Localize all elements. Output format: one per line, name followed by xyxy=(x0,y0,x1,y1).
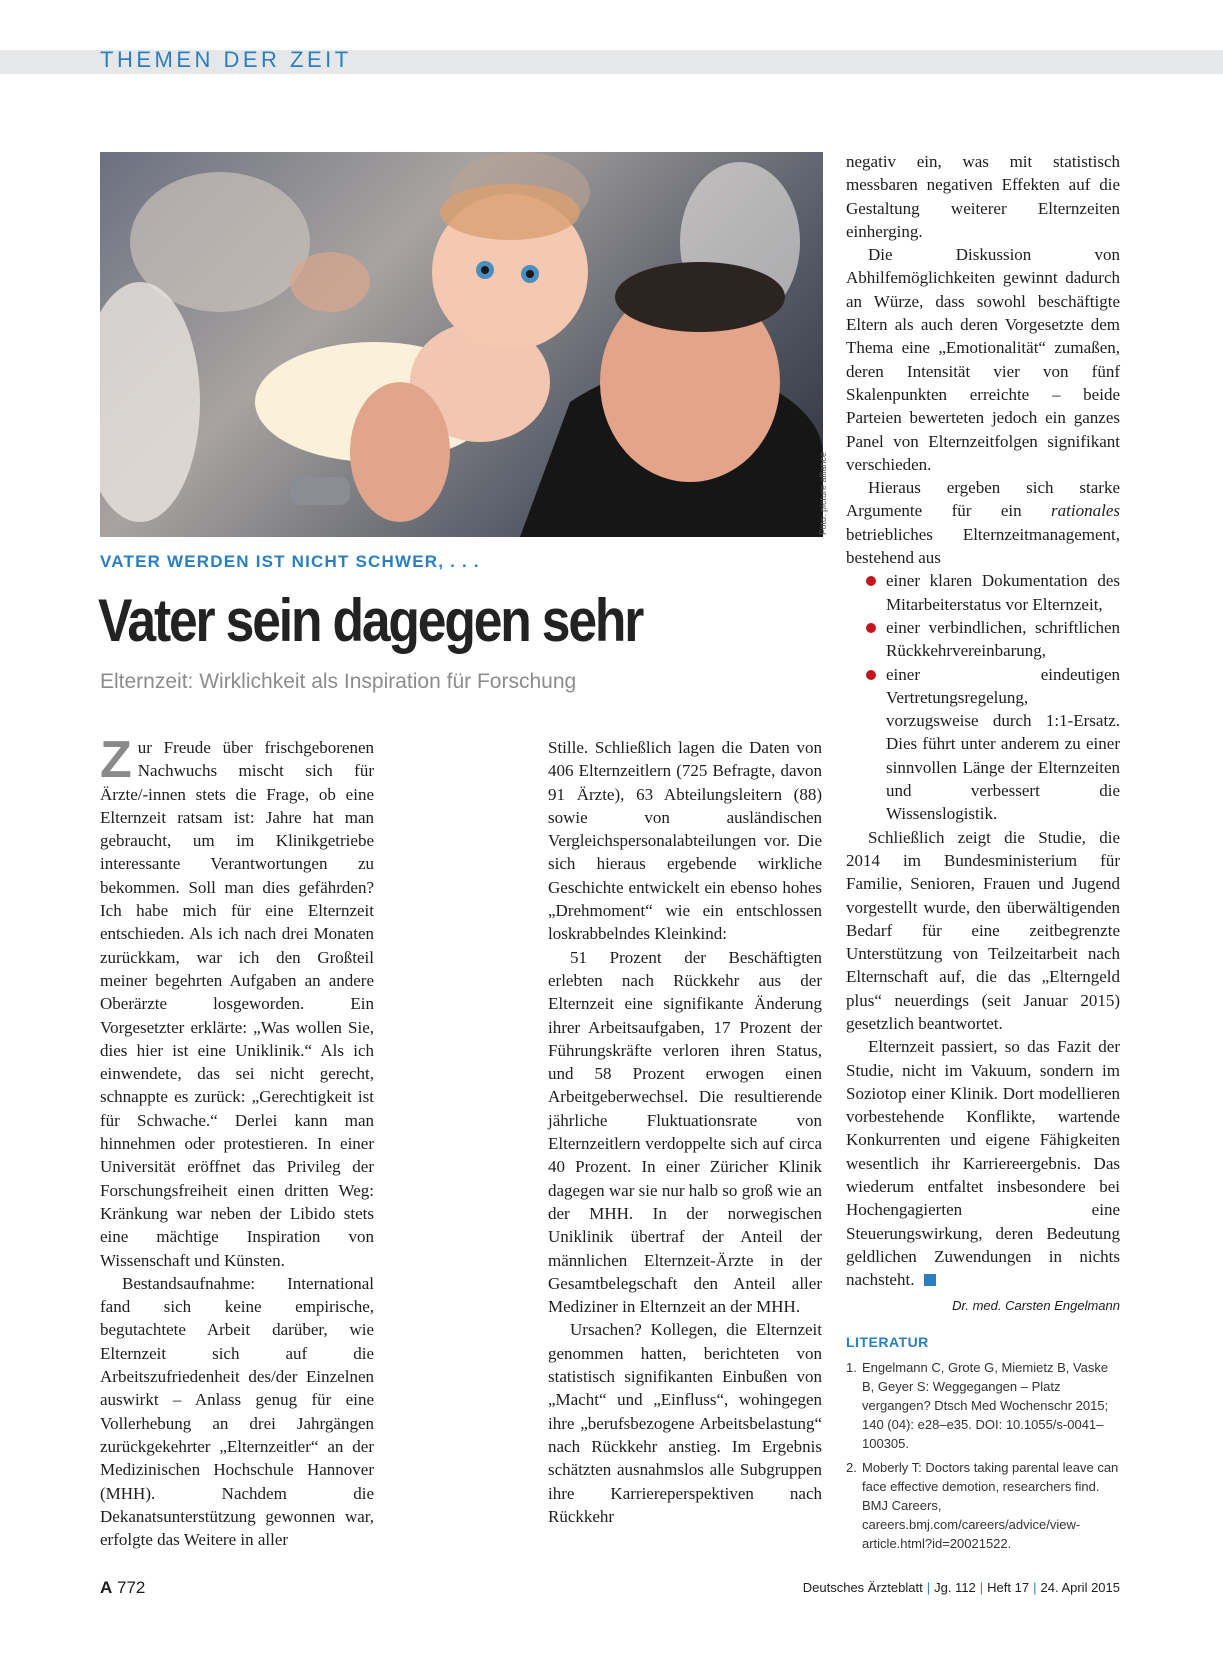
paragraph: Ursachen? Kollegen, die Elternzeit genommen hatten, berichteten von statistisch signifikanten Einbußen von „Macht“ und „Einfluss“, wohingegen ihre „berufsbezogene Arbeitsbelastung“ nach Rückkehr anstieg. Im Ergebnis schätzten ausnahmslos alle Subgruppen ihre Karriereperspektiven nach Rückkehr xyxy=(548,1320,822,1526)
paragraph: Hieraus ergeben sich starke Argumente für ein rationales betriebliches Elternzeitmanagement, bestehend aus xyxy=(846,478,1120,568)
author: Dr. med. Carsten Engelmann xyxy=(952,1297,1120,1313)
paragraph: Zur Freude über frischgeborenen Nachwuchs mischt sich für Ärzte/-innen stets die Frage, ob eine Elternzeit ratsam ist: Jahre hat man gebraucht, um im Klinikgetriebe interessante Verantwortungen zu bekommen. Soll man dies gefährden? Ich habe mich für eine Elternzeit entschieden. Als ich nach drei Monaten zurückkam, war ich den Großteil meiner begehrten Aufgaben an andere Oberärzte losgeworden. Ein Vorgesetzter erklärte: „Was wollen Sie, dies hier ist eine Uniklinik.“ Als ich einwendete, das sei nicht gerecht, schnappte es zurück: „Gerechtigkeit ist für Schwache.“ Derlei kann man hinnehmen oder protestieren. In einer Universität eröffnet das Privileg der Forschungsfreiheit einen dritten Weg: Kränkung war neben der Libido stets eine mächtige Inspiration von Wissenschaft und Künsten. xyxy=(100,731,374,1270)
article-column-1 xyxy=(100,731,374,1551)
section-label: THEMEN DER ZEIT xyxy=(100,47,352,72)
paragraph: 51 Prozent der Beschäftigten erlebten nach Rückkehr aus der Elternzeit eine signifikante Änderung ihrer Arbeitsaufgaben, 17 Prozent der Führungskräfte verloren ihren Status, und 58 Prozent erwogen einen Arbeitgeberwechsel. Die resultierende jährliche Fluktuationsrate von Elternzeitlern verdoppelte sich auf circa 40 Prozent. In einer Züricher Klinik dagegen war sie nur halb so groß wie an der MHH. In der norwegischen Uniklinik übertraf der Anteil der männlichen Elternzeit-Ärzte in der Gesamtbelegschaft den Anteil aller Mediziner in Elternzeit an der MHH. xyxy=(548,947,822,1317)
issue: Heft 17 xyxy=(987,1580,1030,1595)
paragraph: Schließlich zeigt die Studie, die 2014 im Bundesministerium für Familie, Senioren, Frauen und Jugend vorgestellt wurde, den überwältigenden Bedarf für eine zeitbegrenzte Unterstützung von Teilzeitarbeit nach Elternschaft auf, die das „Elterngeld plus“ neuerdings (seit Januar 2015) gesetzlich beantwortet. xyxy=(846,827,1120,1033)
bullet-dot-icon xyxy=(866,670,876,680)
drop-cap: Z xyxy=(100,731,132,789)
bullet-item: einer eindeutigen Vertretungsregelung, vorzugsweise durch 1:1-Ersatz. Dies führt unter anderem zu einer sinnvollen Länge der Elternzeiten und verbessert die Wissenslogistik. xyxy=(846,663,1120,826)
issue-date: 24. April 2015 xyxy=(1040,1580,1120,1595)
journal-footer: Deutsches Ärzteblatt | Jg. 112 | Heft 17 | 24. April 2015 xyxy=(802,1580,1120,1595)
bullet-item: einer verbindlichen, schriftlichen Rückkehrvereinbarung, xyxy=(846,616,1120,663)
paragraph: Stille. Schließlich lagen die Daten von 406 Elternzeitlern (725 Befragte, davon 91 Ärzte), 63 Abteilungsleitern (88) sowie von ausländischen Vergleichspersonalabteilungen vor. Die sich hieraus ergebende wirkliche Geschichte entwickelt ein ebenso hohes „Drehmoment“ wie ein entschlossen loskrabbelndes Kleinkind: xyxy=(548,738,822,944)
photo-credit: Foto: picture alliance xyxy=(818,451,828,535)
article-column-2 xyxy=(548,736,822,1528)
article-column-3 xyxy=(846,150,1120,1317)
paragraph: Elternzeit passiert, so das Fazit der Studie, nicht im Vakuum, sondern im Soziotop einer Klinik. Dort modellieren vorbestehende Konflikte, wartende Konkurrenten und eigene Fähigkeiten wesentlich ihr Karriereergebnis. Das wiederum entfaltet insbesondere bei Hochengagierten eine Steuerungswirkung, deren Bedeutung geldlichen Zuwendungen in nichts nachsteht. xyxy=(846,1037,1120,1290)
headline: Vater sein dagegen sehr xyxy=(98,587,643,654)
literature-item: 2. Moberly T: Doctors taking parental leave can face effective demotion, researchers find. BMJ Careers, careers.bmj.com/careers/advice/view-article.html?id=20021522. xyxy=(846,1460,1119,1551)
end-mark-icon xyxy=(924,1274,936,1286)
paragraph: Die Diskussion von Abhilfemöglichkeiten gewinnt dadurch an Würze, dass sowohl beschäftigte Eltern als auch deren Vorgesetzte dem Thema eine „Emotionalität“ zumaßen, deren Intensität vier von fünf Skalenpunkten erreichte – beide Parteien bewerteten jedoch ein ganzes Panel von Elternzeitfolgen signifikant verschieden. xyxy=(846,245,1120,474)
bullet-dot-icon xyxy=(866,576,876,586)
page-number: A 772 xyxy=(100,1578,146,1597)
article-photo xyxy=(100,152,823,537)
journal-name: Deutsches Ärzteblatt xyxy=(802,1580,923,1595)
literature-list xyxy=(846,1358,1120,1558)
photo-illustration xyxy=(100,152,823,537)
bullet-dot-icon xyxy=(866,623,876,633)
volume: Jg. 112 xyxy=(934,1580,976,1595)
paragraph: Bestandsaufnahme: International fand sich keine empirische, begutachtete Arbeit darüber, wie Elternzeit sich auf die Arbeitszufriedenheit des/der Einzelnen auswirkt – Anlass genug für eine Vollerhebung an drei Jahrgängen zurückgekehrter „Elternzeitler“ an der Medizinischen Hochschule Hannover (MHH). Nachdem die Dekanatsunterstützung gewonnen war, erfolgte das Weitere in aller xyxy=(100,1273,374,1550)
subline: Elternzeit: Wirklichkeit als Inspiration für Forschung xyxy=(100,670,577,693)
kicker: VATER WERDEN IST NICHT SCHWER, . . . xyxy=(100,552,480,571)
bullet-item: einer klaren Dokumentation des Mitarbeiterstatus vor Elternzeit, xyxy=(846,569,1120,616)
literature-item: 1. Engelmann C, Grote G, Miemietz B, Vaske B, Geyer S: Weggegangen – Platz vergangen? Dtsch Med Wochenschr 2015; 140 (04): e28–e35. DOI: 10.1055/s-0041–100305. xyxy=(846,1360,1109,1451)
literature-title: LITERATUR xyxy=(846,1334,929,1350)
paragraph: negativ ein, was mit statistisch messbaren negativen Effekten auf die Gestaltung weiterer Elternzeiten einherging. xyxy=(846,152,1120,241)
bullet-list xyxy=(846,569,1120,825)
